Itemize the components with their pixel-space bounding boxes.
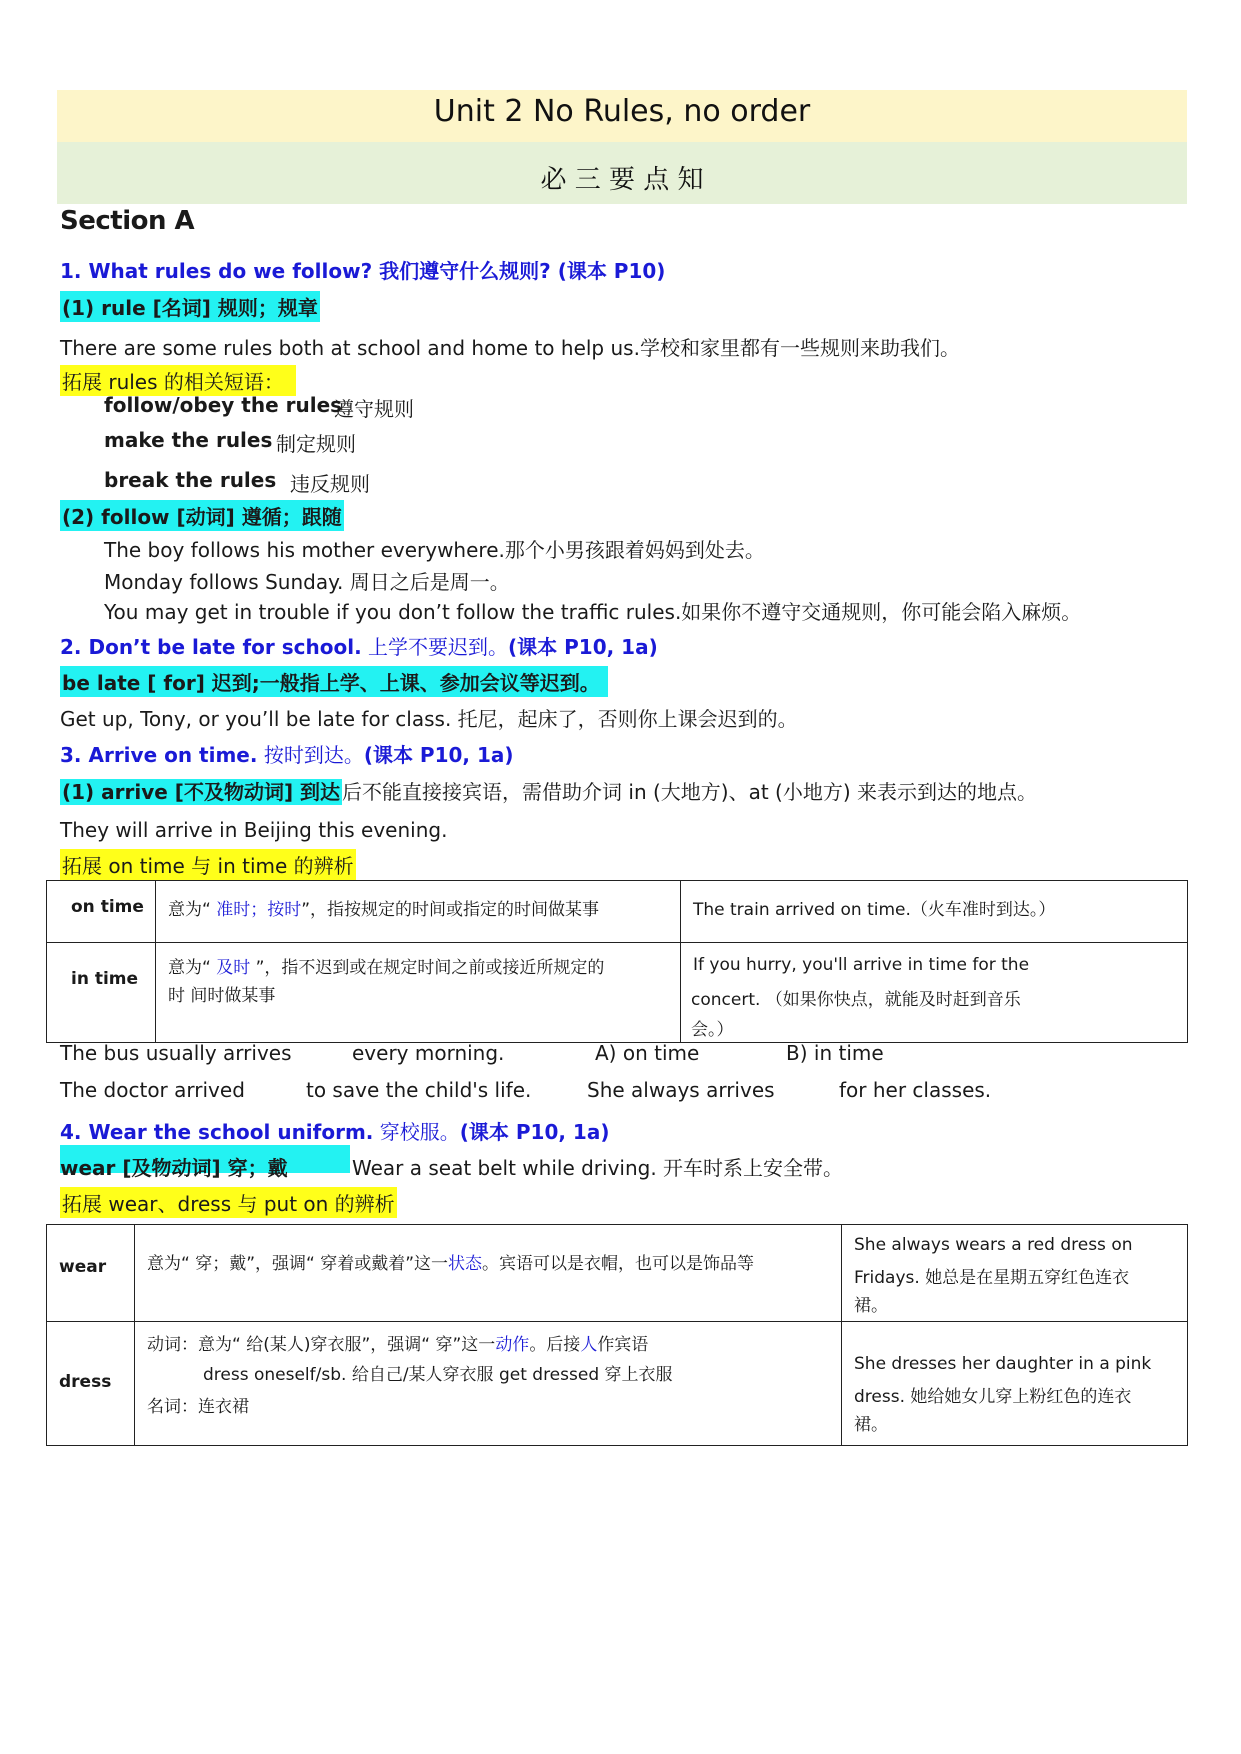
wear-example: Wear a seat belt while driving. 开车时系上安全带。: [352, 1156, 844, 1180]
rule-example: There are some rules both at school and home to help us.学校和家里都有一些规则来助我们。: [60, 336, 960, 360]
section-heading: Section A: [60, 206, 195, 236]
example-wear-line2: Fridays. 她总是在星期五穿红色连衣: [854, 1268, 1130, 1288]
follow-example: Monday follows Sunday. 周日之后是周一。: [104, 570, 510, 594]
dress-phrases: dress oneself/sb. 给自己/某人穿衣服 get dressed 穿上衣服: [203, 1365, 673, 1385]
phrase-zh: 遵守规则: [334, 397, 414, 421]
wear-label: wear [及物动词] 穿；戴: [60, 1156, 288, 1180]
example-dress-line2: dress. 她给她女儿穿上粉红色的连衣: [854, 1387, 1132, 1407]
arrive-example: They will arrive in Beijing this evening.: [60, 818, 448, 842]
meaning-on-time: 意为“ 准时；按时”，指按规定的时间或指定的时间做某事: [168, 900, 600, 920]
table-row: [47, 943, 156, 1043]
example-on-time: The train arrived on time.（火车准时到达。）: [693, 900, 1056, 920]
q1-heading: 1. What rules do we follow? 我们遵守什么规则? (课本 P10): [60, 259, 666, 283]
example-in-time-line3: 会。）: [691, 1020, 734, 1040]
page-subtitle: 必 三 要 点 知: [540, 165, 704, 195]
term-dress: dress: [59, 1372, 112, 1392]
example-dress: She dresses her daughter in a pink: [854, 1354, 1152, 1374]
exercise-3-start: She always arrives: [587, 1078, 775, 1102]
phrase-en: follow/obey the rules: [104, 393, 343, 417]
exercise-3-end: for her classes.: [839, 1078, 992, 1102]
option-a: A) on time: [595, 1041, 700, 1065]
rules-extension-label: 拓展 rules 的相关短语：: [60, 365, 296, 396]
wear-dress-table: [46, 1224, 1188, 1446]
arrive-label: (1) arrive [不及物动词] 到达: [62, 780, 341, 804]
exercise-1-end: every morning.: [352, 1041, 505, 1065]
meaning-in-time: 意为“ 及时 ”，指不迟到或在规定时间之前或接近所规定的: [168, 958, 605, 978]
be-late-example: Get up, Tony, or you’ll be late for class. 托尼，起床了，否则你上课会迟到的。: [60, 707, 798, 731]
term-on-time: on time: [71, 897, 144, 917]
table-row: [47, 1322, 135, 1446]
q4-heading: 4. Wear the school uniform. 穿校服。(课本 P10, 1a): [60, 1120, 610, 1144]
be-late-label: be late [ for] 迟到;一般指上学、上课、参加会议等迟到。: [60, 666, 608, 697]
example-wear-line3: 裙。: [854, 1296, 888, 1316]
rule-label: (1) rule [名词] 规则；规章: [60, 291, 320, 322]
meaning-wear: 意为“ 穿；戴”，强调“ 穿着或戴着”这一状态。宾语可以是衣帽，也可以是饰品等: [147, 1254, 755, 1274]
q2-heading: 2. Don’t be late for school. 上学不要迟到。(课本 P10, 1a): [60, 635, 658, 659]
example-in-time: If you hurry, you'll arrive in time for the: [693, 955, 1030, 975]
phrase-zh: 违反规则: [290, 472, 370, 496]
meaning-in-time-line2: 时 间时做某事: [168, 986, 276, 1006]
on-time-in-time-label: 拓展 on time 与 in time 的辨析: [60, 849, 356, 880]
exercise-2-end: to save the child's life.: [306, 1078, 532, 1102]
example-dress-line3: 裙。: [854, 1415, 888, 1435]
table-row: [47, 1225, 135, 1322]
term-in-time: in time: [71, 969, 139, 989]
on-time-vs-in-time-table: [46, 880, 1188, 1043]
option-b: B) in time: [786, 1041, 884, 1065]
page-title: Unit 2 No Rules, no order: [433, 94, 811, 129]
follow-example: You may get in trouble if you don’t follow the traffic rules.如果你不遵守交通规则，你可能会陷入麻烦。: [104, 600, 1082, 624]
term-wear: wear: [59, 1257, 107, 1277]
follow-label: (2) follow [动词] 遵循；跟随: [60, 500, 344, 531]
wear-dress-put-on-label: 拓展 wear、dress 与 put on 的辨析: [60, 1187, 397, 1218]
meaning-dress-noun: 名词：连衣裙: [147, 1397, 249, 1417]
arrive-label-line: (1) arrive [不及物动词] 到达 后不能直接接宾语，需借助介词 in (大地方)、at (小地方) 来表示到达的地点。: [62, 780, 1038, 804]
exercise-2-start: The doctor arrived: [60, 1078, 245, 1102]
table-row: [47, 881, 156, 943]
phrase-en: make the rules: [104, 428, 273, 452]
q3-heading: 3. Arrive on time. 按时到达。(课本 P10, 1a): [60, 743, 514, 767]
phrase-zh: 制定规则: [276, 432, 356, 456]
example-wear: She always wears a red dress on: [854, 1235, 1133, 1255]
meaning-dress-verb: 动词：意为“ 给(某人)穿衣服”，强调“ 穿”这一动作。后接人作宾语: [147, 1335, 649, 1355]
example-in-time-line2: concert. （如果你快点，就能及时赶到音乐: [691, 990, 1021, 1010]
phrase-en: break the rules: [104, 468, 277, 492]
exercise-1-start: The bus usually arrives: [60, 1041, 292, 1065]
follow-example: The boy follows his mother everywhere.那个小男孩跟着妈妈到处去。: [104, 538, 765, 562]
